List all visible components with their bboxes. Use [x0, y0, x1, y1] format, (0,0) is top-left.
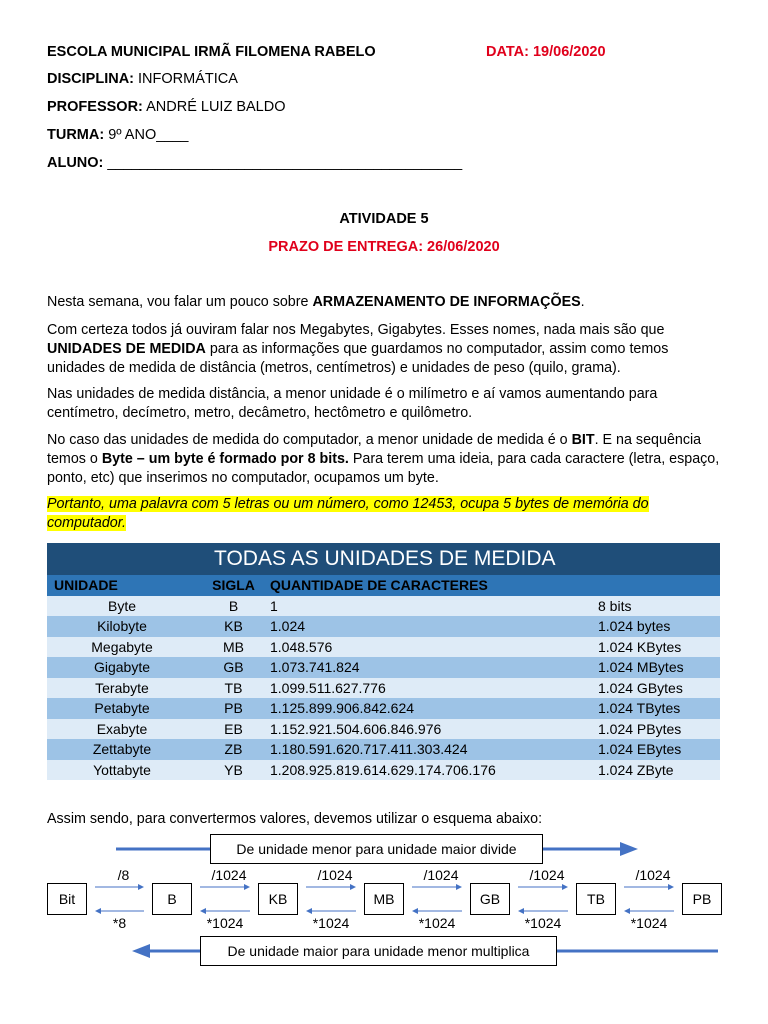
cell-quantity: 1.152.921.504.606.846.976 [270, 719, 598, 740]
student-line [47, 155, 462, 171]
date-label: DATA: 19/06/2020 [486, 44, 606, 60]
cell-symbol: GB [197, 657, 270, 678]
unit-box-kb: KB [258, 883, 298, 915]
divide-arrow-head [244, 884, 250, 890]
paragraph-5 [47, 495, 727, 533]
multiply-arrow-head [624, 908, 630, 914]
unit-box-pb: PB [682, 883, 722, 915]
unit-box-bit: Bit [47, 883, 87, 915]
units-table [47, 543, 720, 780]
unit-box-gb: GB [470, 883, 510, 915]
table-row [47, 596, 720, 617]
cell-quantity: 1.024 [270, 616, 598, 637]
paragraph-1 [47, 293, 727, 312]
table-header-row [47, 575, 720, 596]
unit-box-tb: TB [576, 883, 616, 915]
cell-unit: Kilobyte [47, 616, 197, 637]
header-quantity: QUANTIDADE DE CARACTERES [270, 575, 598, 596]
cell-unit: Gigabyte [47, 657, 197, 678]
paragraph-2 [47, 321, 727, 378]
table-title: TODAS AS UNIDADES DE MEDIDA [47, 543, 720, 575]
conversion-intro: Assim sendo, para convertermos valores, devemos utilizar o esquema abaixo: [47, 811, 543, 827]
table-row [47, 760, 720, 781]
deadline: PRAZO DE ENTREGA: 26/06/2020 [268, 239, 500, 255]
activity-title: ATIVIDADE 5 [339, 211, 429, 227]
cell-quantity: 1.125.899.906.842.624 [270, 698, 598, 719]
multiply-label: *8 [112, 915, 127, 931]
cell-equivalent: 1.024 GBytes [598, 678, 720, 699]
table-row [47, 719, 720, 740]
p4-bold-bit: BIT [571, 432, 595, 448]
p1-bold: ARMAZENAMENTO DE INFORMAÇÕES [312, 294, 581, 310]
p4-end: Para terem uma ideia, para cada caractere (letra, espaço, ponto, etc) que inserimos no computador, ocupamos um byte. [47, 451, 720, 486]
divide-arrow-head [668, 884, 674, 890]
cell-unit: Exabyte [47, 719, 197, 740]
p4-text: No caso das unidades de medida do computador, a menor unidade de medida é o [47, 432, 572, 448]
multiply-arrow-head [412, 908, 418, 914]
table-row [47, 637, 720, 658]
divide-rule-box: De unidade menor para unidade maior divide [210, 834, 543, 864]
paragraph-4 [47, 431, 727, 488]
table-row [47, 657, 720, 678]
cell-quantity: 1.073.741.824 [270, 657, 598, 678]
cell-unit: Megabyte [47, 637, 197, 658]
p4-text-2: . E na sequência temos o [47, 432, 702, 467]
divide-label: /1024 [529, 867, 565, 883]
teacher-line [47, 99, 286, 115]
student-value: ____________________________________________ [103, 155, 463, 171]
divide-arrow-head [456, 884, 462, 890]
cell-symbol: KB [197, 616, 270, 637]
class-value: 9º ANO____ [104, 127, 189, 143]
student-label: ALUNO: [47, 155, 104, 171]
divide-label: /1024 [317, 867, 353, 883]
cell-symbol: YB [197, 760, 270, 781]
cell-symbol: PB [197, 698, 270, 719]
discipline-line [47, 71, 238, 87]
p1-end: . [580, 294, 585, 310]
multiply-label: *1024 [312, 915, 350, 931]
table-row [47, 698, 720, 719]
header-equivalent [598, 575, 720, 596]
p1-text: Nesta semana, vou falar um pouco sobre [47, 294, 313, 310]
teacher-value: ANDRÉ LUIZ BALDO [142, 99, 286, 115]
p2-end: para as informações que guardamos no computador, assim como temos unidades de medida de distância (metros, centímetros) e unidades de peso (quilo, grama). [47, 341, 669, 376]
cell-quantity: 1 [270, 596, 598, 617]
multiply-label: *1024 [524, 915, 562, 931]
cell-symbol: EB [197, 719, 270, 740]
class-label: TURMA: [47, 127, 105, 143]
divide-label: /1024 [211, 867, 247, 883]
cell-equivalent: 1.024 bytes [598, 616, 720, 637]
cell-symbol: B [197, 596, 270, 617]
cell-unit: Terabyte [47, 678, 197, 699]
cell-equivalent: 1.024 KBytes [598, 637, 720, 658]
multiply-arrow-head [95, 908, 101, 914]
cell-equivalent: 1.024 EBytes [598, 739, 720, 760]
divide-arrow-head [350, 884, 356, 890]
cell-unit: Yottabyte [47, 760, 197, 781]
class-line [47, 127, 188, 143]
multiply-arrow-head [306, 908, 312, 914]
discipline-value: INFORMÁTICA [134, 71, 238, 87]
school-name: ESCOLA MUNICIPAL IRMÃ FILOMENA RABELO [47, 44, 376, 60]
p4-bold-byte: Byte – um byte é formado por 8 bits. [101, 451, 349, 467]
table-row [47, 616, 720, 637]
cell-unit: Petabyte [47, 698, 197, 719]
multiply-label: *1024 [206, 915, 244, 931]
cell-quantity: 1.208.925.819.614.629.174.706.176 [270, 760, 598, 781]
table-row [47, 739, 720, 760]
cell-equivalent: 1.024 PBytes [598, 719, 720, 740]
multiply-label: *1024 [418, 915, 456, 931]
cell-quantity: 1.099.511.627.776 [270, 678, 598, 699]
cell-symbol: MB [197, 637, 270, 658]
cell-symbol: TB [197, 678, 270, 699]
cell-equivalent: 1.024 ZByte [598, 760, 720, 781]
divide-label: /8 [117, 867, 130, 883]
cell-equivalent: 1.024 TBytes [598, 698, 720, 719]
multiply-label: *1024 [630, 915, 668, 931]
divide-arrow-head [562, 884, 568, 890]
paragraph-3: Nas unidades de medida distância, a menor unidade é o milímetro e aí vamos aumentando para centímetro, decímetro, metro, decâmetro, hectômetro e quilômetro. [47, 386, 658, 421]
cell-quantity: 1.048.576 [270, 637, 598, 658]
multiply-rule-box: De unidade maior para unidade menor multiplica [200, 936, 557, 966]
divide-label: /1024 [423, 867, 459, 883]
divide-label: /1024 [635, 867, 671, 883]
cell-unit: Byte [47, 596, 197, 617]
unit-box-b: B [152, 883, 192, 915]
p2-text: Com certeza todos já ouviram falar nos Megabytes, Gigabytes. Esses nomes, nada mais são que [47, 322, 665, 338]
teacher-label: PROFESSOR: [47, 99, 143, 115]
highlighted-text: Portanto, uma palavra com 5 letras ou um número, como 12453, ocupa 5 bytes de memória do computador. [47, 496, 649, 531]
multiply-arrow-head [518, 908, 524, 914]
discipline-label: DISCIPLINA: [47, 71, 134, 87]
divide-arrow-head [138, 884, 144, 890]
cell-quantity: 1.180.591.620.717.411.303.424 [270, 739, 598, 760]
table-row [47, 678, 720, 699]
cell-equivalent: 8 bits [598, 596, 720, 617]
header-symbol: SIGLA [197, 575, 270, 596]
cell-symbol: ZB [197, 739, 270, 760]
header-unit: UNIDADE [47, 575, 197, 596]
cell-unit: Zettabyte [47, 739, 197, 760]
unit-box-mb: MB [364, 883, 404, 915]
p2-bold: UNIDADES DE MEDIDA [47, 341, 206, 357]
multiply-arrow-head [200, 908, 206, 914]
cell-equivalent: 1.024 MBytes [598, 657, 720, 678]
